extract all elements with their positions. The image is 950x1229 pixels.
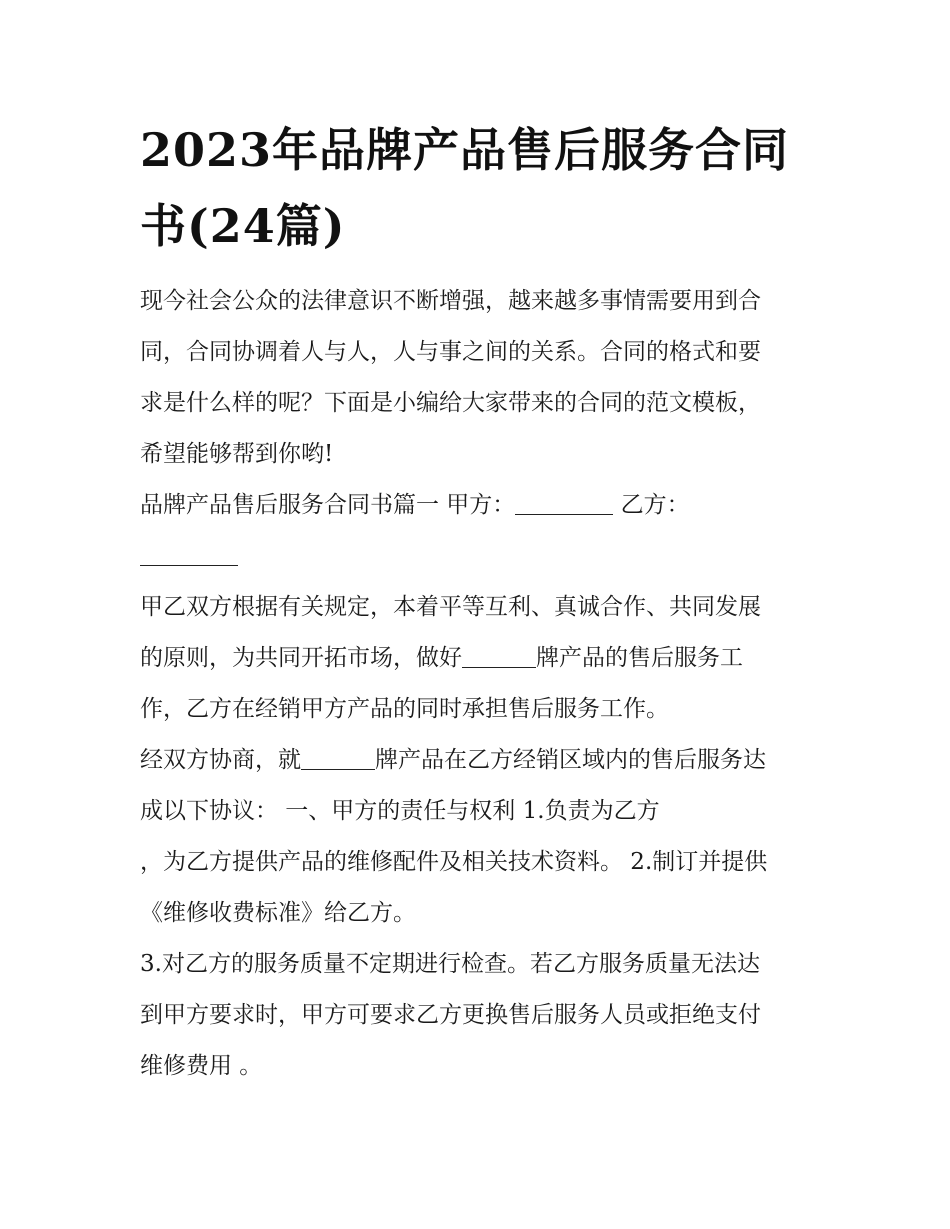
agreement-text: 牌产品在乙方经销区域内的售后服务达 [375, 747, 766, 773]
clause-3-paragraph [140, 939, 812, 1092]
clause-line: 维修费用 。 [140, 1053, 263, 1079]
principle-line: 甲乙双方根据有关规定，本着平等互利、真诚合作、共同发展 [140, 594, 761, 620]
party-a-label: 品牌产品售后服务合同书篇一 甲方： [140, 492, 516, 518]
principle-line: 作，乙方在经销甲方产品的同时承担售后服务工作。 [140, 696, 669, 722]
agreement-text: 经双方协商，就 [140, 747, 301, 773]
principle-text: 的原则，为共同开拓市场，做好 [140, 645, 462, 671]
clause-line: 到甲方要求时，甲方可要求乙方更换售后服务人员或拒绝支付 [140, 1002, 761, 1028]
principle-line [140, 633, 812, 684]
document-body [140, 276, 812, 1092]
brand-blank [301, 743, 375, 770]
principle-paragraph [140, 582, 812, 735]
document-page [140, 112, 812, 1092]
principle-text: 牌产品的售后服务工 [536, 645, 743, 671]
intro-line: 希望能够帮到你哟! [140, 441, 334, 467]
agreement-line: ，为乙方提供产品的维修配件及相关技术资料。 2.制订并提供 [140, 849, 768, 875]
intro-line: 同，合同协调着人与人，人与事之间的关系。合同的格式和要 [140, 339, 761, 365]
clause-line: 3.对乙方的服务质量不定期进行检查。若乙方服务质量无法达 [140, 951, 760, 977]
agreement-line: 成以下协议： 一、甲方的责任与权利 1.负责为乙方 [140, 798, 660, 824]
parties-paragraph [140, 480, 812, 582]
agreement-line: 《维修收费标准》给乙方。 [140, 900, 416, 926]
parties-line [140, 480, 812, 531]
party-b-line [140, 531, 812, 582]
document-title [140, 112, 812, 264]
agreement-line [140, 735, 812, 786]
title-line-1: 2023年品牌产品售后服务合同 [140, 123, 790, 177]
intro-paragraph [140, 276, 812, 480]
brand-blank [462, 641, 536, 668]
party-a-blank [515, 488, 613, 515]
party-b-label: 乙方： [620, 492, 690, 518]
title-line-2: 书(24篇) [140, 199, 346, 253]
intro-line: 求是什么样的呢？下面是小编给大家带来的合同的范文模板， [140, 390, 761, 416]
intro-line: 现今社会公众的法律意识不断增强，越来越多事情需要用到合 [140, 288, 761, 314]
party-b-blank [140, 539, 238, 566]
agreement-paragraph [140, 735, 812, 939]
